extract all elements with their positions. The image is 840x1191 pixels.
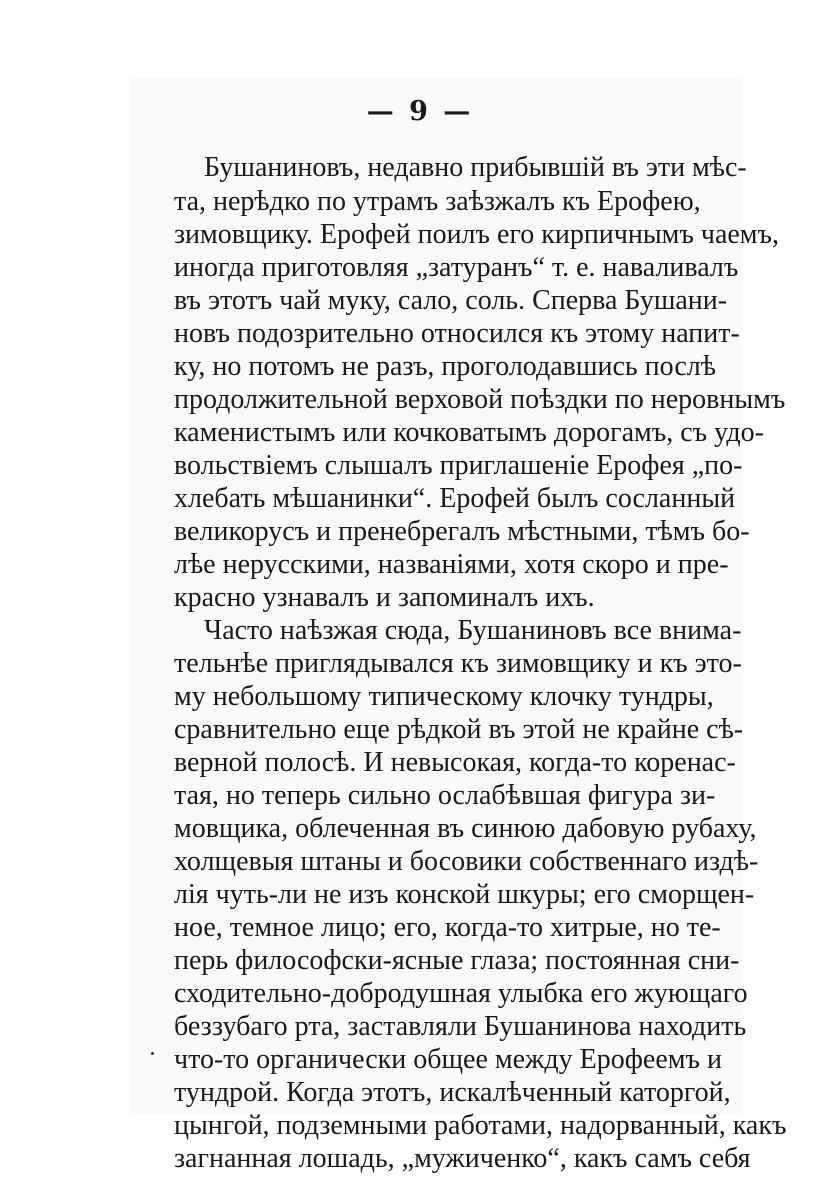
text-line: беззубаго рта, заставляли Бушанинова находить xyxy=(174,1011,747,1042)
text-line: мовщика, облеченная въ синюю дабовую рубаху, xyxy=(174,813,757,844)
text-line: перь философски-ясные глаза; постоянная сни- xyxy=(174,945,740,976)
text-line: продолжительной верховой поѣздки по неровнымъ xyxy=(174,384,786,415)
text-line: тельнѣе приглядывался къ зимовщику и къ это- xyxy=(174,648,742,679)
text-line: лѣе нерусскими, названіями, хотя скоро и пре- xyxy=(174,549,729,580)
text-line: загнанная лошадь, „мужиченко“, какъ самъ себя xyxy=(174,1143,751,1174)
text-line: му небольшому типическому клочку тундры, xyxy=(174,681,714,712)
text-line: иногда приготовляя „затуранъ“ т. е. наваливалъ xyxy=(174,252,739,283)
text-line: сравнительно еще рѣдкой въ этой не крайне сѣ- xyxy=(174,714,744,745)
text-line: верной полосѣ. И невысокая, когда-то коренас- xyxy=(174,747,736,778)
text-line: Бушаниновъ, недавно прибывшій въ эти мѣс- xyxy=(204,152,747,183)
text-line: въ этотъ чай муку, сало, соль. Сперва Бушани- xyxy=(174,285,728,316)
text-line: холщевыя штаны и босовики собственнаго издѣ- xyxy=(174,846,759,877)
text-line: ку, но потомъ не разъ, проголодавшись послѣ xyxy=(174,351,716,382)
text-line: лія чуть-ли не изъ конской шкуры; его сморщен- xyxy=(174,879,755,910)
text-line: что-то органически общее между Ерофеемъ и xyxy=(174,1044,722,1075)
text-line: тая, но теперь сильно ослабѣвшая фигура зи- xyxy=(174,780,716,811)
text-line: хлебать мѣшанинки“. Ерофей былъ сосланный xyxy=(174,483,736,514)
text-line: та, нерѣдко по утрамъ заѣзжалъ къ Ерофею, xyxy=(174,186,701,217)
page-number: — 9 — xyxy=(366,96,474,127)
text-line: сходительно-добродушная улыбка его жующаго xyxy=(174,978,748,1009)
text-line: вольствіемъ слышалъ приглашеніе Ерофея „по- xyxy=(174,450,743,481)
text-line: красно узнавалъ и запоминалъ ихъ. xyxy=(174,582,595,613)
text-line: Часто наѣзжая сюда, Бушаниновъ все внима- xyxy=(204,615,742,646)
text-line: великорусъ и пренебрегалъ мѣстными, тѣмъ бо- xyxy=(174,516,750,547)
text-line: тундрой. Когда этотъ, искалѣченный каторгой, xyxy=(174,1077,731,1108)
text-line: каменистымъ или кочковатымъ дорогамъ, съ удо- xyxy=(174,417,764,448)
scan-speck xyxy=(151,1052,154,1055)
text-line: зимовщику. Ерофей поилъ его кирпичнымъ чаемъ, xyxy=(174,219,779,250)
text-line: цынгой, подземными работами, надорванный, какъ xyxy=(174,1110,787,1141)
text-line: ное, темное лицо; его, когда-то хитрые, но те- xyxy=(174,912,721,943)
text-line: новъ подозрительно относился къ этому напит- xyxy=(174,318,740,349)
